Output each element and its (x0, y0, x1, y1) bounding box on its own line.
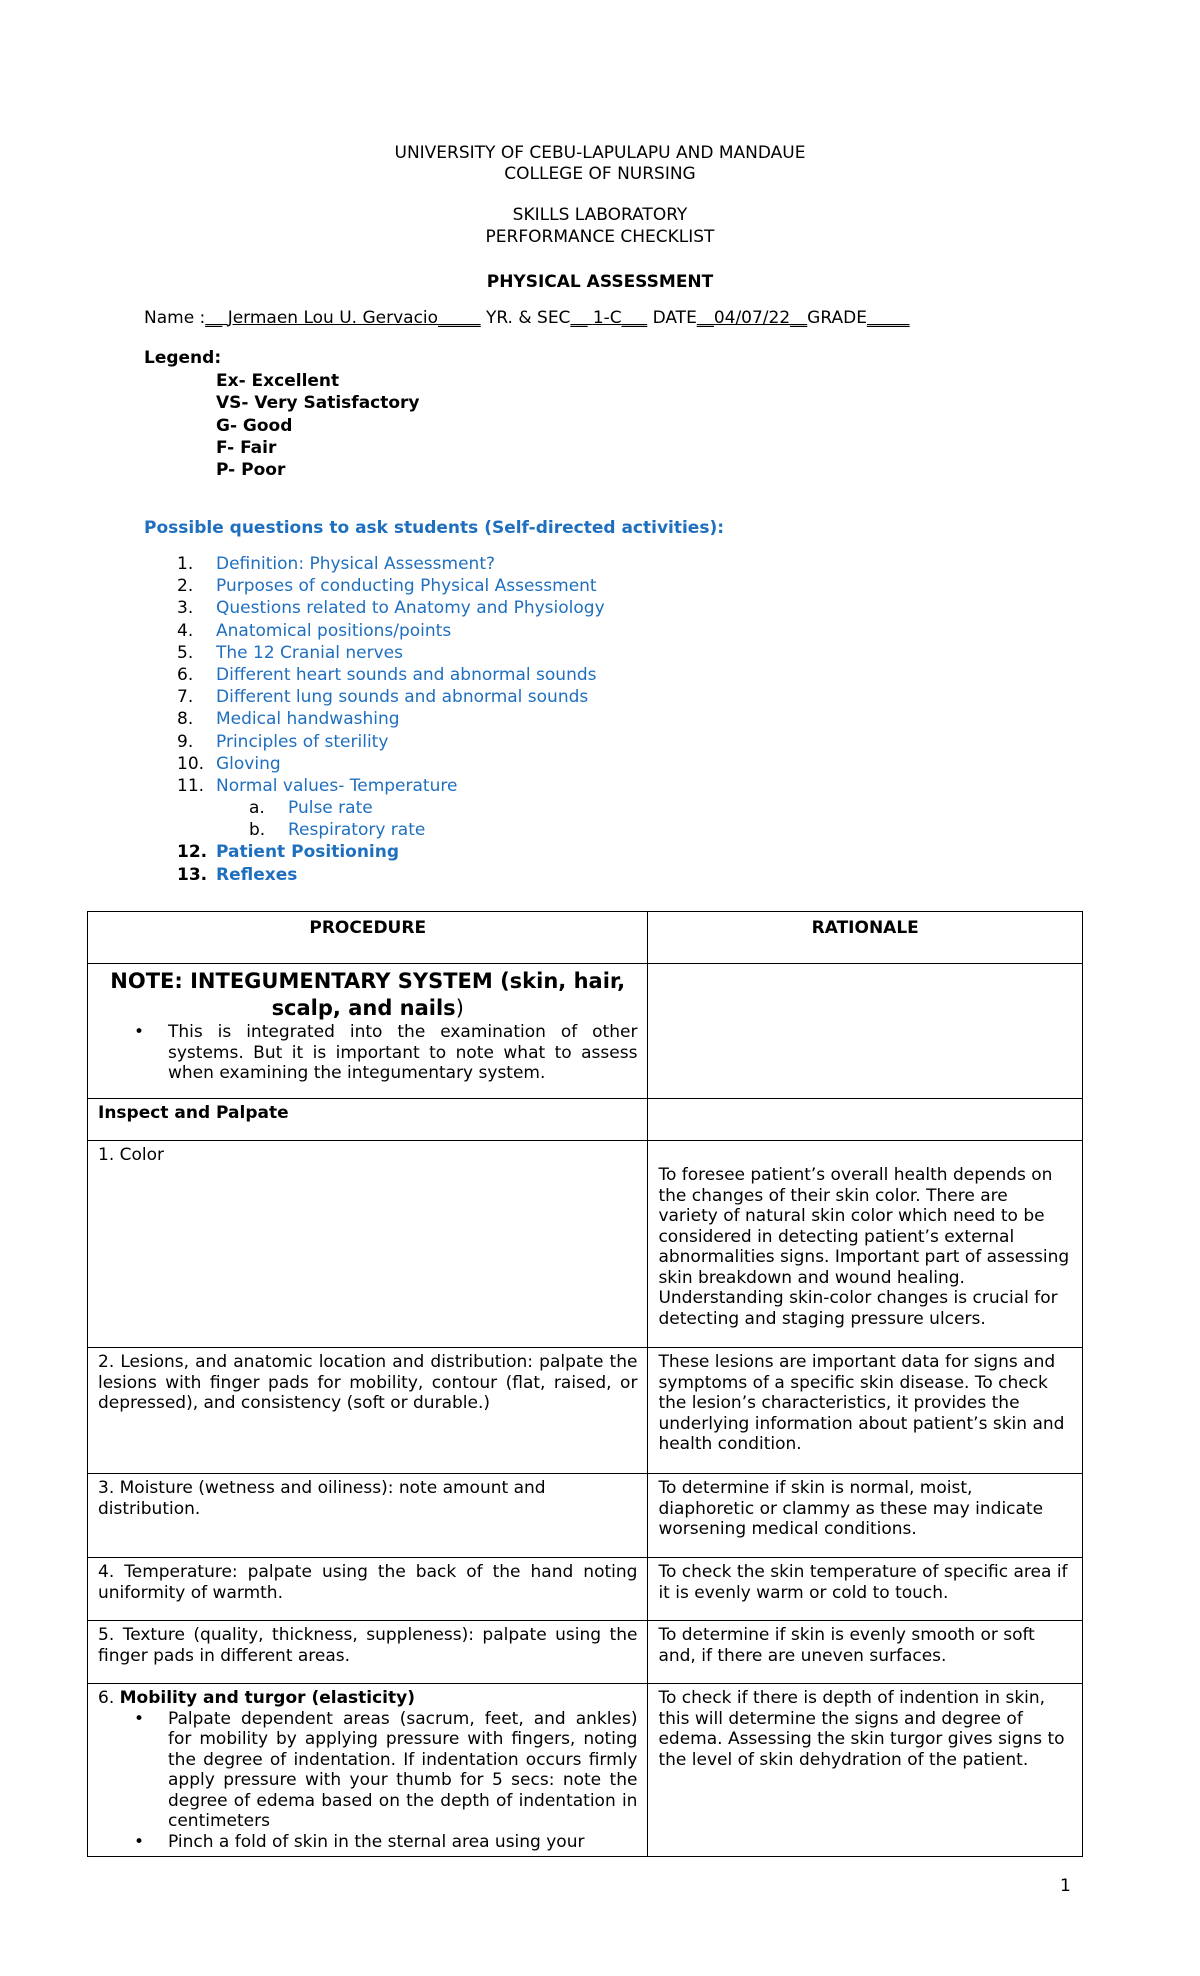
list-sub-item: b. Respiratory rate (249, 820, 426, 841)
legend-item: G- Good (216, 415, 293, 436)
table-row (88, 1348, 1083, 1474)
note-cell (88, 964, 648, 1099)
list-item: 5. The 12 Cranial nerves (177, 642, 403, 663)
rationale-header: RATIONALE (648, 912, 1083, 964)
table-row (88, 1558, 1083, 1621)
list-item: 13. Reflexes (177, 864, 298, 885)
college-name: COLLEGE OF NURSING (504, 164, 696, 184)
table-row (88, 1684, 1083, 1857)
legend-item: Ex- Excellent (216, 371, 340, 391)
empty-cell (648, 1099, 1083, 1141)
name-value: Jermaen Lou U. Gervacio (227, 308, 439, 328)
questions-heading: Possible questions to ask students (Self-directed activities): (144, 518, 725, 538)
procedure-cell: 1. Color (88, 1141, 648, 1348)
university-name: UNIVERSITY OF CEBU-LAPULAPU AND MANDAUE (394, 143, 806, 163)
checklist-table (87, 911, 1083, 1857)
yr-sec-label: YR. & SEC (485, 308, 571, 328)
procedure-cell: 6. Mobility and turgor (elasticity) • Palpate dependent areas (sacrum, feet, and ankles) for mobility by applying pressure with fingers, noting the degree of indentation. If indentation occurs firmly apply pressure with your thumb for 5 secs: note the degree of edema based on the depth of indentation in centimeters • Pinch a fold of skin in the sternal area using your (88, 1684, 648, 1857)
list-item: 7. Different lung sounds and abnormal sounds (177, 687, 589, 708)
table-row (88, 1141, 1083, 1348)
date-value: 04/07/22 (713, 308, 791, 328)
procedure-cell: 2. Lesions, and anatomic location and distribution: palpate the lesions with finger pads for mobility, contour (flat, raised, or depressed), and consistency (soft or durable.) (88, 1348, 648, 1474)
rationale-cell: These lesions are important data for signs and symptoms of a specific skin disease. To check the lesion’s characteristics, it provides the underlying information about patient’s skin and health condition. (648, 1348, 1083, 1474)
list-item: 10. Gloving (177, 753, 281, 774)
checklist-name: PERFORMANCE CHECKLIST (485, 227, 715, 247)
note-bullet: • This is integrated into the examination of other systems. But it is important to note what to assess when examining the integumentary system. (98, 1022, 637, 1084)
legend-title: Legend: (144, 348, 222, 368)
procedure-bullet: • Pinch a fold of skin in the sternal area using your (98, 1832, 637, 1853)
legend-item: P- Poor (216, 460, 286, 481)
note-title: NOTE: INTEGUMENTARY SYSTEM (skin, hair, scalp, and nails) (110, 969, 626, 1020)
yr-sec-value: 1-C (592, 308, 622, 328)
rationale-cell: To foresee patient’s overall health depends on the changes of their skin color. There are variety of natural skin color which need to be considered in detecting patient’s external abnormalities signs. Important part of assessing skin breakdown and wound healing. Understanding skin-color changes is crucial for detecting and staging pressure ulcers. (648, 1141, 1083, 1348)
legend-item: F- Fair (216, 437, 277, 458)
rationale-cell: To check the skin temperature of specific area if it is evenly warm or cold to touch. (648, 1558, 1083, 1621)
date-label: DATE (652, 308, 697, 328)
procedure-cell: 5. Texture (quality, thickness, suppleness): palpate using the finger pads in different areas. (88, 1621, 648, 1684)
table-header-row (88, 912, 1083, 964)
grade-label: GRADE (807, 308, 867, 328)
student-info-line: Name :__ Jermaen Lou U. Gervacio_____ YR. & SEC__ 1-C___ DATE__04/07/22__GRADE_____ (144, 308, 910, 328)
section-heading: Inspect and Palpate (88, 1099, 648, 1141)
page-number: 1 (1060, 1876, 1071, 1896)
list-item: 6. Different heart sounds and abnormal sounds (177, 664, 597, 685)
procedure-cell: 4. Temperature: palpate using the back of the hand noting uniformity of warmth. (88, 1558, 648, 1621)
lab-name: SKILLS LABORATORY (512, 205, 688, 225)
list-item: 2. Purposes of conducting Physical Assessment (177, 576, 597, 597)
legend-item: VS- Very Satisfactory (216, 393, 420, 414)
legend-list (216, 370, 420, 481)
rationale-cell: To check if there is depth of indention in skin, this will determine the signs and degree of edema. Assessing the skin turgor gives signs to the level of skin dehydration of the patient. (648, 1684, 1083, 1857)
table-row (88, 1099, 1083, 1141)
table-row (88, 964, 1083, 1099)
procedure-bullet: • Palpate dependent areas (sacrum, feet, and ankles) for mobility by applying pressure with fingers, noting the degree of indentation. If indentation occurs firmly apply pressure with your thumb for 5 secs: note the degree of edema based on the depth of indentation in centimeters (98, 1709, 637, 1832)
procedure-cell: 3. Moisture (wetness and oiliness): note amount and distribution. (88, 1474, 648, 1558)
table-row (88, 1474, 1083, 1558)
empty-cell (648, 964, 1083, 1099)
list-item: 4. Anatomical positions/points (177, 620, 452, 641)
rationale-cell: To determine if skin is normal, moist, diaphoretic or clammy as these may indicate worsening medical conditions. (648, 1474, 1083, 1558)
list-item: 1. Definition: Physical Assessment? (177, 554, 496, 574)
list-item: 3. Questions related to Anatomy and Physiology (177, 598, 605, 619)
list-item: 9. Principles of sterility (177, 731, 389, 752)
list-item: 12. Patient Positioning (177, 842, 400, 863)
rationale-cell: To determine if skin is evenly smooth or soft and, if there are uneven surfaces. (648, 1621, 1083, 1684)
questions-list (144, 553, 844, 886)
table-row (88, 1621, 1083, 1684)
procedure-header: PROCEDURE (88, 912, 648, 964)
list-item: 11. Normal values- Temperature (177, 775, 458, 796)
list-sub-item: a. Pulse rate (249, 798, 373, 819)
page-title: PHYSICAL ASSESSMENT (486, 272, 714, 292)
name-label: Name : (144, 308, 206, 328)
list-item: 8. Medical handwashing (177, 709, 400, 730)
